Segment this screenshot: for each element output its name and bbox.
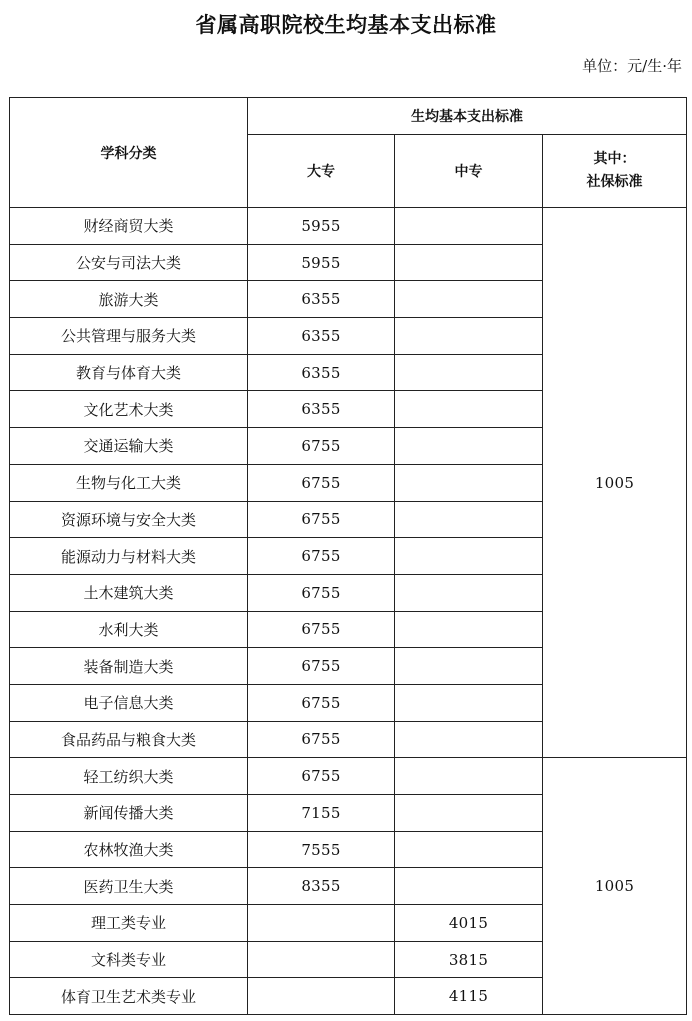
cell-category: 财经商贸大类 — [10, 208, 248, 245]
cell-category: 能源动力与材料大类 — [10, 538, 248, 575]
cell-category: 资源环境与安全大类 — [10, 501, 248, 538]
cell-zhongzhuan — [395, 281, 543, 318]
cell-zhongzhuan — [395, 611, 543, 648]
cell-zhongzhuan: 4015 — [395, 905, 543, 942]
cell-dazhuan: 6355 — [248, 318, 395, 355]
cell-category: 公安与司法大类 — [10, 244, 248, 281]
expenditure-table — [9, 97, 687, 1015]
cell-zhongzhuan — [395, 574, 543, 611]
cell-zhongzhuan: 4115 — [395, 978, 543, 1015]
cell-dazhuan: 6355 — [248, 281, 395, 318]
cell-zhongzhuan — [395, 684, 543, 721]
cell-dazhuan: 8355 — [248, 868, 395, 905]
cell-zhongzhuan — [395, 501, 543, 538]
cell-category: 土木建筑大类 — [10, 574, 248, 611]
cell-dazhuan: 6755 — [248, 611, 395, 648]
cell-dazhuan: 6755 — [248, 721, 395, 758]
cell-category: 生物与化工大类 — [10, 464, 248, 501]
cell-category: 轻工纺织大类 — [10, 758, 248, 795]
cell-category: 新闻传播大类 — [10, 795, 248, 832]
cell-dazhuan: 6355 — [248, 354, 395, 391]
cell-zhongzhuan — [395, 831, 543, 868]
cell-dazhuan: 7155 — [248, 795, 395, 832]
cell-category: 交通运输大类 — [10, 428, 248, 465]
cell-category: 水利大类 — [10, 611, 248, 648]
cell-category: 体育卫生艺术类专业 — [10, 978, 248, 1015]
cell-social-security: 1005 — [543, 208, 687, 758]
cell-zhongzhuan — [395, 721, 543, 758]
cell-category: 旅游大类 — [10, 281, 248, 318]
cell-category: 医药卫生大类 — [10, 868, 248, 905]
cell-dazhuan: 6755 — [248, 464, 395, 501]
page-title: 省属高职院校生均基本支出标准 — [195, 12, 497, 37]
cell-dazhuan: 6755 — [248, 538, 395, 575]
cell-zhongzhuan — [395, 318, 543, 355]
cell-dazhuan — [248, 905, 395, 942]
table-row — [10, 208, 687, 245]
cell-category: 装备制造大类 — [10, 648, 248, 685]
cell-zhongzhuan — [395, 868, 543, 905]
cell-zhongzhuan — [395, 208, 543, 245]
cell-dazhuan: 6755 — [248, 428, 395, 465]
cell-zhongzhuan: 3815 — [395, 941, 543, 978]
header-zhongzhuan: 中专 — [395, 135, 543, 208]
cell-category: 电子信息大类 — [10, 684, 248, 721]
cell-dazhuan — [248, 941, 395, 978]
cell-dazhuan: 6755 — [248, 648, 395, 685]
cell-category: 食品药品与粮食大类 — [10, 721, 248, 758]
cell-social-security: 1005 — [543, 758, 687, 1015]
cell-zhongzhuan — [395, 244, 543, 281]
cell-category: 文科类专业 — [10, 941, 248, 978]
cell-zhongzhuan — [395, 428, 543, 465]
cell-dazhuan — [248, 978, 395, 1015]
cell-zhongzhuan — [395, 538, 543, 575]
header-social-security — [543, 135, 687, 208]
cell-zhongzhuan — [395, 464, 543, 501]
cell-zhongzhuan — [395, 391, 543, 428]
table-body — [10, 208, 687, 1015]
cell-category: 教育与体育大类 — [10, 354, 248, 391]
cell-dazhuan: 5955 — [248, 244, 395, 281]
cell-zhongzhuan — [395, 354, 543, 391]
header-category: 学科分类 — [10, 98, 248, 208]
cell-zhongzhuan — [395, 758, 543, 795]
cell-zhongzhuan — [395, 795, 543, 832]
cell-category: 理工类专业 — [10, 905, 248, 942]
cell-zhongzhuan — [395, 648, 543, 685]
cell-dazhuan: 6355 — [248, 391, 395, 428]
header-standard-group: 生均基本支出标准 — [248, 98, 687, 135]
cell-category: 文化艺术大类 — [10, 391, 248, 428]
cell-category: 农林牧渔大类 — [10, 831, 248, 868]
cell-category: 公共管理与服务大类 — [10, 318, 248, 355]
table-row — [10, 758, 687, 795]
cell-dazhuan: 6755 — [248, 758, 395, 795]
header-dazhuan: 大专 — [248, 135, 395, 208]
cell-dazhuan: 6755 — [248, 574, 395, 611]
header-social-line1: 其中： — [593, 151, 636, 167]
cell-dazhuan: 6755 — [248, 501, 395, 538]
cell-dazhuan: 6755 — [248, 684, 395, 721]
unit-label: 单位：元/生·年 — [582, 57, 682, 75]
cell-dazhuan: 7555 — [248, 831, 395, 868]
cell-dazhuan: 5955 — [248, 208, 395, 245]
header-social-line2: 社保标准 — [586, 174, 643, 190]
